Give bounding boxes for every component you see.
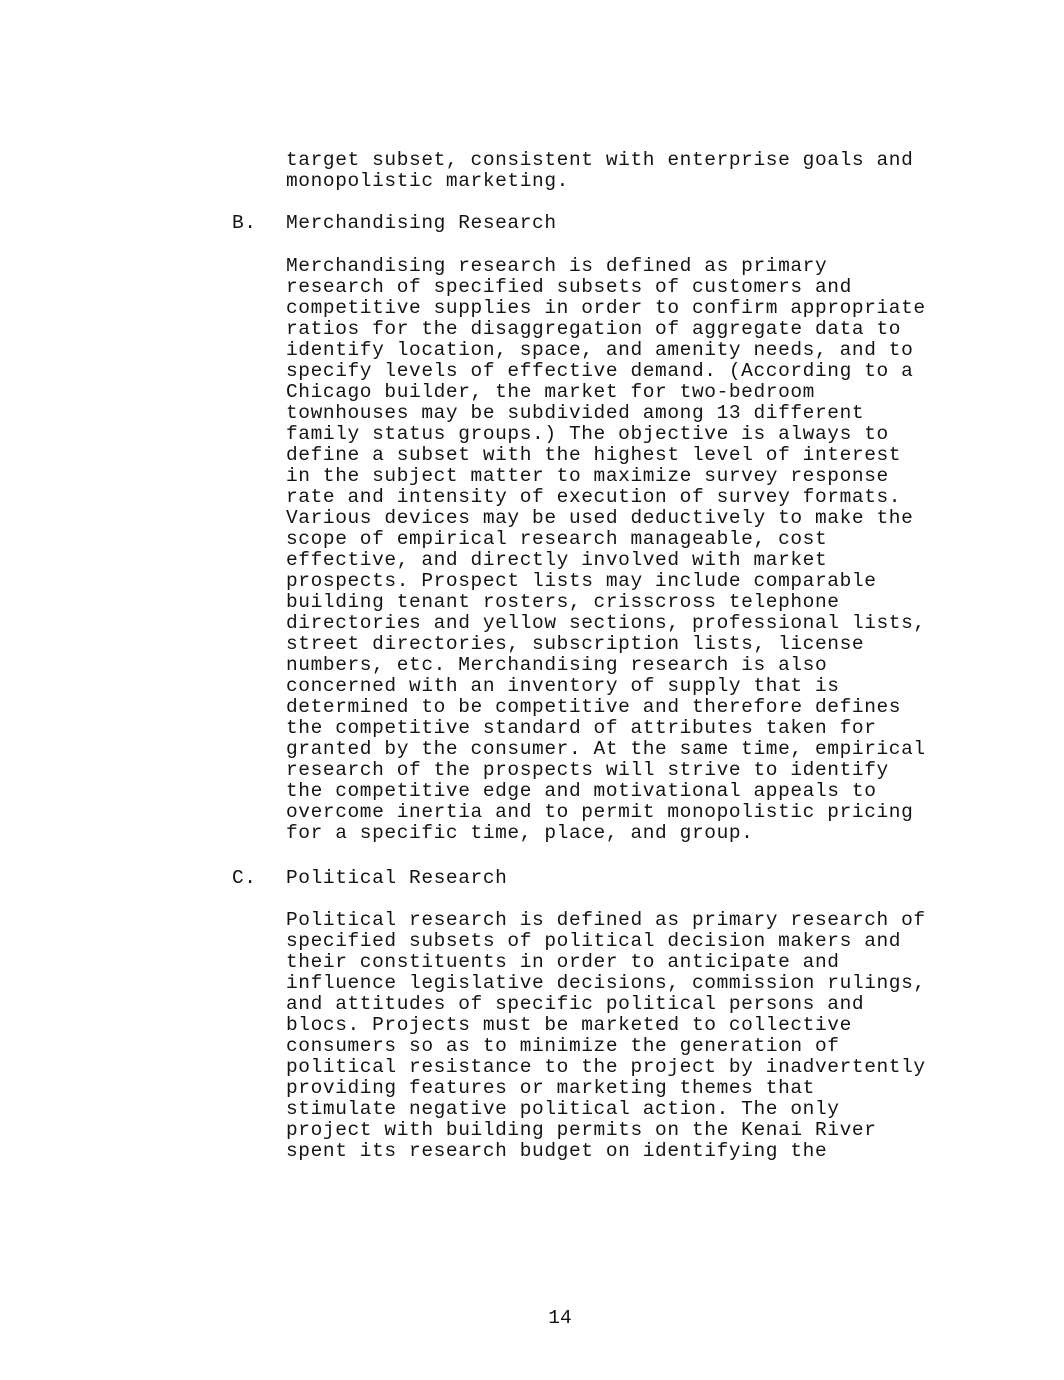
page-number: 14 [548, 1307, 572, 1329]
text-line: family status groups.) The objective is always to [286, 423, 889, 445]
text-line: consumers so as to minimize the generation of [286, 1035, 840, 1057]
text-line: overcome inertia and to permit monopolistic pricing [286, 801, 914, 823]
text-line: identify location, space, and amenity needs, and to [286, 339, 914, 361]
text-line: project with building permits on the Kenai River [286, 1119, 877, 1141]
text-line: define a subset with the highest level of interest [286, 444, 902, 466]
text-line: providing features or marketing themes that [286, 1077, 815, 1099]
text-line: research of specified subsets of customers and [286, 276, 852, 298]
text-line: townhouses may be subdivided among 13 different [286, 402, 865, 424]
text-line: rate and intensity of execution of survey formats. [286, 486, 902, 508]
text-line: Political research is defined as primary research of [286, 909, 926, 931]
text-line: competitive supplies in order to confirm appropriate [286, 297, 926, 319]
section-c-marker: C. [232, 867, 257, 889]
text-line: Merchandising research is defined as primary [286, 255, 828, 277]
text-line: their constituents in order to anticipate and [286, 951, 840, 973]
section-b-paragraph [286, 256, 986, 844]
text-line: granted by the consumer. At the same time, empirical [286, 738, 926, 760]
text-line: street directories, subscription lists, license [286, 633, 865, 655]
intro-paragraph [286, 150, 986, 192]
text-line: for a specific time, place, and group. [286, 822, 754, 844]
text-line: in the subject matter to maximize survey response [286, 465, 889, 487]
text-line: the competitive standard of attributes taken for [286, 717, 877, 739]
section-b-marker: B. [232, 212, 257, 234]
text-line: political resistance to the project by inadvertently [286, 1056, 926, 1078]
section-c-heading: Political Research [286, 867, 508, 889]
text-line: monopolistic marketing. [286, 170, 569, 192]
text-line: determined to be competitive and therefore defines [286, 696, 902, 718]
text-line: specify levels of effective demand. (According to a [286, 360, 914, 382]
text-line: numbers, etc. Merchandising research is also [286, 654, 828, 676]
text-line: research of the prospects will strive to identify [286, 759, 889, 781]
text-line: Chicago builder, the market for two-bedroom [286, 381, 815, 403]
text-line: specified subsets of political decision makers and [286, 930, 902, 952]
text-line: influence legislative decisions, commission rulings, [286, 972, 926, 994]
text-line: scope of empirical research manageable, cost [286, 528, 828, 550]
text-line: building tenant rosters, crisscross telephone [286, 591, 840, 613]
text-line: and attitudes of specific political persons and [286, 993, 865, 1015]
text-line: target subset, consistent with enterprise goals and [286, 149, 914, 171]
text-line: the competitive edge and motivational appeals to [286, 780, 877, 802]
text-line: directories and yellow sections, professional lists, [286, 612, 926, 634]
text-line: blocs. Projects must be marketed to collective [286, 1014, 852, 1036]
text-line: Various devices may be used deductively to make the [286, 507, 914, 529]
text-line: effective, and directly involved with market [286, 549, 828, 571]
text-line: spent its research budget on identifying the [286, 1140, 828, 1162]
text-line: ratios for the disaggregation of aggregate data to [286, 318, 902, 340]
section-b-heading: Merchandising Research [286, 212, 557, 234]
text-line: concerned with an inventory of supply that is [286, 675, 840, 697]
text-line: stimulate negative political action. The only [286, 1098, 840, 1120]
text-line: prospects. Prospect lists may include comparable [286, 570, 877, 592]
section-c-paragraph [286, 910, 986, 1162]
